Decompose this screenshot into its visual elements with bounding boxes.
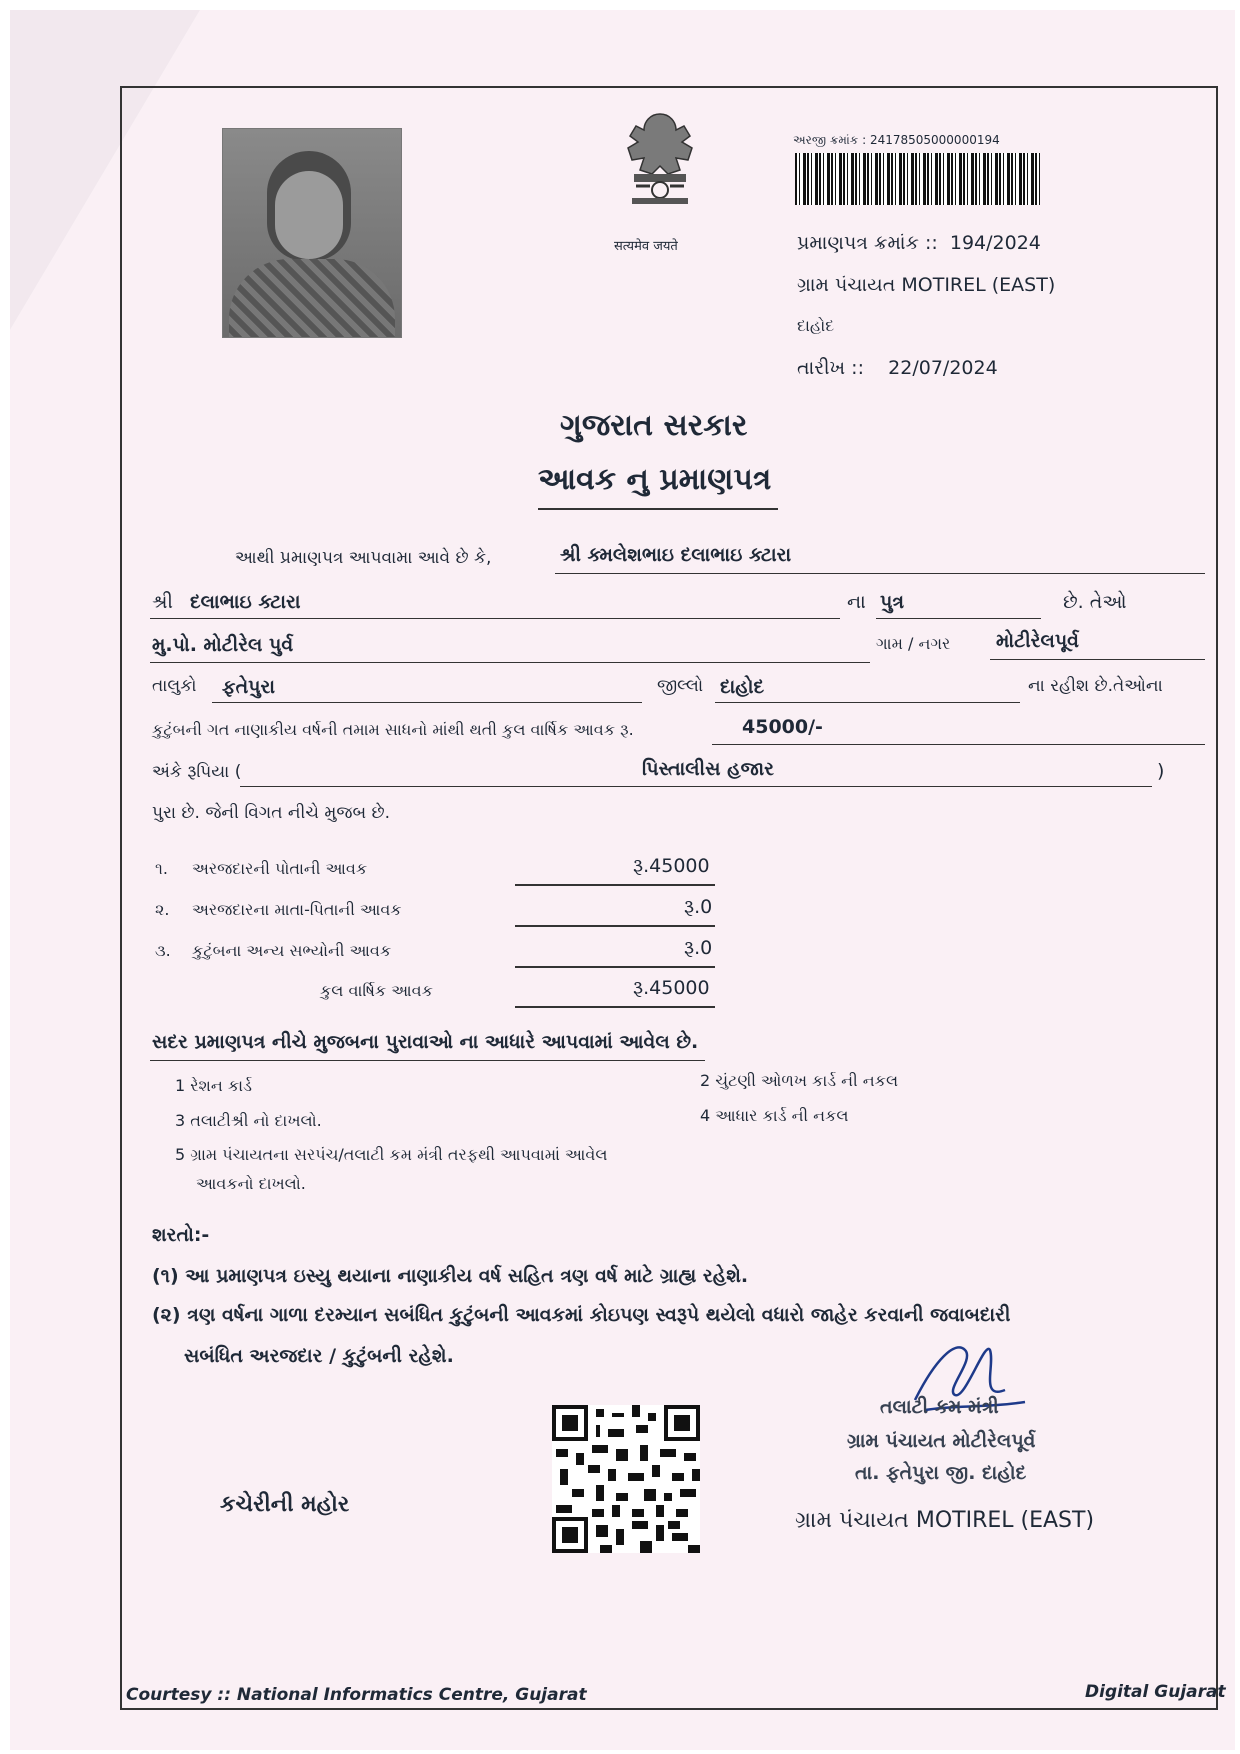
evidence-item-2: 2 ચુંટણી ઓળખ કાર્ડ ની નકલ <box>700 1071 899 1090</box>
government-title: ગુજરાત સરકાર <box>560 408 748 443</box>
header-district: દાહોદ <box>797 316 835 335</box>
evidence-heading: સદર પ્રમાણપત્ર નીચે મુજબના પુરાવાઓ ના આધારે આપવામાં આવેલ છે. <box>152 1031 699 1053</box>
applicant-name: શ્રી ક્મલેશભાઇ દલાભાઇ ક્ટારા <box>560 544 792 566</box>
item-underline <box>515 925 715 927</box>
footer-digital-gujarat: Digital Gujarat <box>1085 1682 1226 1702</box>
evidence-item-5: 5 ગ્રામ પંચાયતના સરપંચ/તલાટી કમ મંત્રી તરફથી આપવામાં આવેલ <box>175 1145 608 1164</box>
emblem-motto: सत्यमेव जयते <box>614 239 678 254</box>
name-underline <box>555 573 1205 574</box>
panchayat-line: ગ્રામ પંચાયત MOTIREL (EAST) <box>797 274 1056 296</box>
village-underline <box>990 659 1205 660</box>
evidence-underline <box>150 1060 705 1061</box>
relation: પુત્ર <box>880 591 905 613</box>
details-intro: પુરા છે. જેની વિગત નીચે મુજબ છે. <box>152 803 391 823</box>
total-label: કુલ વાર્ષિક આવક <box>320 981 433 1000</box>
stamp-line-3: તા. ફતેપુરા જી. દાહોદ <box>855 1462 1027 1484</box>
words-underline <box>240 786 1152 787</box>
certificate-number-row: પ્રમાણપત્ર ક્રમાંક :: 194/2024 <box>797 232 1041 254</box>
item-number: ૨. <box>155 900 170 919</box>
applicant-photo <box>222 128 402 338</box>
taluka-underline <box>212 702 642 703</box>
bottom-panchayat: ગ્રામ પંચાયત MOTIREL (EAST) <box>795 1508 1095 1533</box>
in-words-label: અંકે રૂપિયા ( <box>152 762 242 782</box>
village-label: ગામ / નગર <box>876 634 951 653</box>
father-prefix: શ્રી <box>152 591 173 613</box>
condition-2: (૨) ત્રણ વર્ષના ગાળા દરમ્યાન સબંધિત કુટુંબની આવકમાં કોઇપણ સ્વરૂપે થયેલો વધારો જાહેર કરવાની જવાબદારી <box>152 1304 1011 1326</box>
income-in-words: પિસ્તાલીસ હજાર <box>642 758 774 780</box>
father-name: દલાભાઇ ક્ટારા <box>190 591 301 613</box>
item-label: કુટુંબના અન્ય સભ્યોની આવક <box>192 941 392 960</box>
total-underline <box>515 1006 715 1008</box>
conditions-heading: શરતો:- <box>152 1224 210 1246</box>
income-amount: 45000/- <box>742 716 823 738</box>
item-label: અરજદારના માતા-પિતાની આવક <box>192 900 402 919</box>
intro-text: આથી પ્રમાણપત્ર આપવામા આવે છે કે, <box>235 548 492 568</box>
evidence-item-4: 4 આધાર કાર્ડ ની નકલ <box>700 1106 849 1125</box>
evidence-item-3: 3 તલાટીશ્રી નો દાખલો. <box>175 1111 322 1130</box>
condition-2-continued: સબંધિત અરજદાર / કુટુંબની રહેશે. <box>184 1345 454 1367</box>
certificate-date: 22/07/2024 <box>888 357 998 379</box>
item-value: રૂ.0 <box>684 937 713 959</box>
date-row: તારીખ :: 22/07/2024 <box>797 357 998 379</box>
item-value: રૂ.0 <box>684 896 713 918</box>
stamp-line-1: તલાટી કમ મંત્રી <box>880 1396 999 1418</box>
taluka-name: ફતેપુરા <box>222 676 275 698</box>
item-number: ૩. <box>155 941 171 960</box>
taluka-label: તાલુકો <box>152 676 197 696</box>
national-emblem-icon <box>610 108 710 246</box>
certificate-number: 194/2024 <box>949 232 1041 254</box>
district-underline <box>715 702 1020 703</box>
income-underline <box>712 744 1205 745</box>
na-text-1: ના <box>847 591 866 613</box>
office-seal-label: કચેરીની મહોર <box>220 1492 350 1517</box>
in-words-close: ) <box>1157 760 1165 782</box>
evidence-item-5-continued: આવકનો દાખલો. <box>196 1174 306 1193</box>
evidence-item-1: 1 રેશન કાર્ડ <box>175 1076 252 1095</box>
item-number: ૧. <box>155 859 168 878</box>
village-name: મોટીરેલપૂર્વ <box>996 630 1080 652</box>
address-underline <box>150 662 870 663</box>
item-label: અરજદારની પોતાની આવક <box>192 859 368 878</box>
resident-text: ના રહીશ છે.તેઓના <box>1028 676 1163 696</box>
total-value: રૂ.45000 <box>633 977 710 999</box>
relation-underline <box>876 618 1041 619</box>
application-number-label: અરજી ક્રમાંક : 24178505000000194 <box>793 133 1000 147</box>
address: મુ.પો. મોટીરેલ પુર્વ <box>152 634 294 656</box>
title-underline <box>538 508 778 510</box>
district-label: જીલ્લો <box>657 676 704 696</box>
item-underline <box>515 966 715 968</box>
district-name: દાહોદ <box>720 676 765 698</box>
income-line: કુટુંબની ગત નાણાકીય વર્ષની તમામ સાધનો માંથી થતી કુલ વાર્ષિક આવક રૂ. <box>152 720 634 739</box>
application-number: 24178505000000194 <box>869 133 1000 147</box>
stamp-line-2: ગ્રામ પંચાયત મોટીરેલપૂર્વ <box>847 1430 1036 1452</box>
item-underline <box>515 884 715 886</box>
qr-code-icon <box>552 1405 700 1553</box>
footer-courtesy: Courtesy :: National Informatics Centre, Gujarat <box>126 1685 587 1705</box>
certificate-title: આવક નુ પ્રમાણપત્ર <box>538 462 772 497</box>
barcode <box>795 153 1040 205</box>
condition-1: (૧) આ પ્રમાણપત્ર ઇસ્યુ થયાના નાણાકીય વર્ષ સહિત ત્રણ વર્ષ માટે ગ્રાહ્ય રહેશે. <box>152 1265 749 1287</box>
item-value: રૂ.45000 <box>633 855 710 877</box>
they-are-text: છે. તેઓ <box>1063 591 1127 613</box>
father-underline <box>150 618 840 619</box>
